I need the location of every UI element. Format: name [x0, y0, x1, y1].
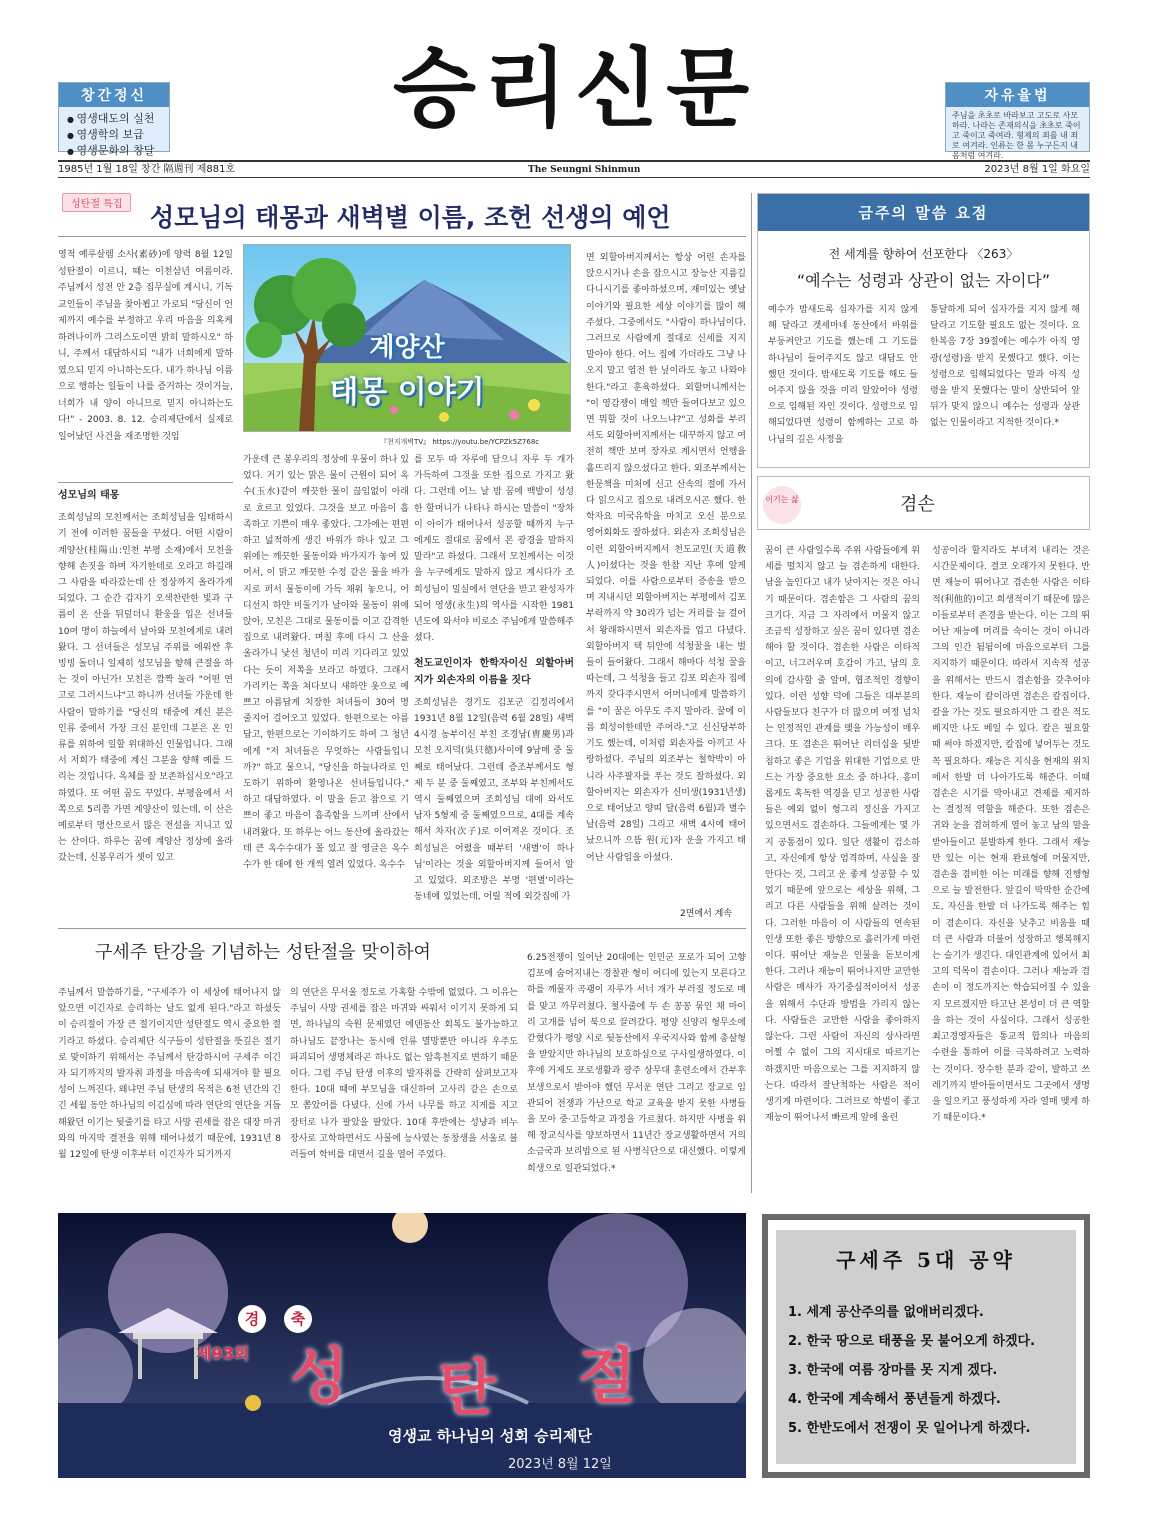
- christmas-column-2: [290, 985, 518, 1185]
- sermon-panel: [757, 193, 1090, 468]
- christmas-headline: 구세주 탄강을 기념하는 성탄절을 맞이하여: [95, 942, 431, 963]
- column-text: 조희성님은 경기도 김포군 김정리에서 1931년 8월 12일(음력 6월 28일) 새벽 4시경 농부이신 부친 조경남(曺慶男)과 모친 오지덕(吳只德)사이에 9남매 중 둘째로 태어났다. 그런데 증조부께서도 형제 두 분 중 둘째였고, 조부와 부친께서도 역시 둘째였으며 조희성님 대에 와서도 남자 5형제 중 둘째였으므로, 4대를 계속해서 차자(次子)로 이어져온 것이다. 조희성님은 어렸을 때부터 '새별'이 하나님'이라는 것을 외할아버지께 들어서 알고 있었다. 외조방은 부명 '편별'이라는 동네에 있었는데, 어릴 적에 외갓집에 가: [414, 697, 574, 903]
- column-text: 통달하게 되어 십자가를 지지 않게 해 달라고 기도할 필요도 없는 것이다. 요한복음 7장 39절에는 예수가 아직 영광(성령)을 받지 못했다고 했다. 이는 성령으로 임해되었다는 말과 아직 성령을 받지 못했다는 말이 상반되어 앞뒤가 맞지 않으니 예수는 성령과 상관없는 인물이라고 지적한 것이다.*: [930, 305, 1080, 429]
- feature-column-1: [58, 488, 233, 920]
- feature-tag: 성탄절 특집: [62, 193, 131, 212]
- illustration-caption: 『천지개벽TV』 https://youtu.be/YCPZk5Z768c: [380, 438, 540, 446]
- list-item: 5. 한반도에서 전쟁이 못 일어나게 하겠다.: [788, 1421, 1031, 1436]
- celebration-number: 제93회: [196, 1344, 250, 1363]
- column-text: 성공이라 할지라도 부녀져 내리는 것은 시간문제이다. 결코 오래가지 못한다. 반면 재능이 뛰어나고 겸손한 사람은 이타적(利他的)이고 희생적이기 때문에 많은 이들로부터 존경을 받는다. 이는 그의 뛰어난 재능에 머리를 숙이는 것이 아니라 그의 인간 됨됨이에 마음으로부터 그를 지지하기 때문이다. 따라서 지속적 성공을 위해서는 반드시 겸손함을 갖추어야 한다. 재능이 칼이라면 겸손은 칼집이다. 칼을 가는 것도 필요하지만 그 칼은 적도 베지만 나도 베일 수 있다. 칼은 필요할 때 써야 하겠지만, 칼집에 넣어두는 것도 꼭 필요하다. 재능은 지식을 현재의 위치에서 한발 더 나아가도록 해준다. 이때 겸손은 시기를 막아내고 견제를 제거하는 결정적 역할을 해준다. 또한 겸손은 귀와 눈을 겸허하게 열어 놓고 남의 말을 받아들이고 분발하게 한다. 그래서 재능만 있는 이는 현재 완료형에 머물지만, 겸손을 겸비한 이는 미래를 향해 진행형으로 늘 발전한다. 앞길이 막막한 순간에도, 자신을 한발 더 나가도록 해주는 힘이 겸손이다. 자신을 낮추고 비움을 때 더 큰 사람과 더불어 성장하고 행복해지는 슬기가 생긴다. 대인관계에 있어서 최고의 덕목이 겸손이다. 그러나 재능과 겸손이 이 정도까지는 학습되어질 수 있을지 모르겠지만 타고난 본성이 더 큰 역할을 하는 것이 사실이다. 그래서 성공한 최고경영자들은 통교적 합의나 마음의 수련을 통하여 이를 극복하려고 노력하는 것이다. 장수한 분과 같이, 발하고 쓰레기까지 받아들이면서도 그곳에서 생명을 일으키고 풍성하게 자라 열매 맺게 하기 때문이다.*: [932, 546, 1090, 1124]
- illustration: [243, 244, 571, 432]
- illustration-title-2: 태몽 이야기: [329, 375, 485, 410]
- founding-spirit-list: [59, 107, 169, 163]
- divider: [58, 482, 233, 483]
- founding-spirit-box: [58, 82, 170, 157]
- column-text: 가운데 큰 봉우리의 정상에 우물이 하나 있었다. 거기 있는 맑은 물이 근원이 되어 옥수(玉水)같이 깨끗한 물이 끊임없이 아래로 흐르고 있었다. 그것을 보고 마음이 흡족하고 기쁜이 매우 좋았다. 그가에는 편편하고 넓적하게 생긴 바위가 하나 있고 그 위에는 깨끗한 물동이와 바가지가 놓여 있어서, 이 맑고 깨끗한 수정 같은 물을 바가지로 퍼서 물동이에 가득 채워 놓으니, 어디선지 하얀 비둘기가 날아와 물동이 위에 앉아, 모친은 그대로 물동이를 이고 감격한 집으로 내려왔다. 며칠 후에 다시 그 산을 올라가니 낯선 청년이 미리 기다리고 있었다는 듯이 저쪽을 보라고 하였다. 그래서 가리키는 쪽을 쳐다보니 새하얀 옷으로 예쁘고 아름답게 치장한 처녀들이 30여 명 줄지어 걸어오고 있었다. 한편으로는 아름답고, 한편으로는 기이하기도 하여 그 청년에게 "저 처녀들은 무엇하는 사람들입니까?" 하고 물으니, "당신을 하늘나라로 인도하기 위하여 환영나온 선녀들입니다." 하고 대답하였다. 이 말을 듣고 참으로 기쁘이 좋고 마음이 흡족함을 느끼며 산에서 내려왔다. 또 하루는 어느 동산에 올라갔는데 큰 옥수수대가 몰 있고 잘 영글은 옥수수가 한 대에 한 개씩 열려 있었다. 옥수수: [243, 455, 409, 871]
- list-item: 3. 한국에 여름 장마를 못 지게 겠다.: [788, 1363, 998, 1378]
- feature-column-3: [414, 452, 574, 922]
- christmas-column-3: [527, 950, 746, 1185]
- pledge-inner: [776, 1230, 1076, 1464]
- column-right: [932, 543, 1090, 1183]
- sermon-title: “예수는 성령과 상관이 없는 자이다”: [796, 271, 1051, 290]
- subheading: 성모님의 태몽: [58, 490, 120, 501]
- column-text: 꿈이 큰 사람일수록 주위 사람들에게 위세를 떨치지 않고 늘 겸손하게 대한다. 남을 높인다고 내가 낮아지는 것은 아니기 때문이다. 겸손함은 그 사람의 꿈의 크기다. 지금 그 자리에서 머물지 않고 조금씩 성장하고 싶은 꿈이 있다면 겸손해야 할 것이다. 겸손한 사람은 이타적이고, 너그러우며 호감이 가고, 남의 호의에 감사할 줄 알며, 협조적인 경향이 있다. 이런 성향 덕에 그들은 대부분의 사람들보다 친구가 더 많으며 여정 넘치는 인정적인 관계를 맺을 가능성이 매우 크다. 또 겸손은 뛰어난 리더십을 뒷받침하고 좋은 기업을 위대한 기업으로 만드는 가장 중요한 요소 중 하나다. 흥미롭게도 혹독한 역경을 딛고 성공한 사람들은 예외 없이 헝그리 정신을 가지고 있으면서도 겸손하다. 그들에게는 몇 가지 공통점이 있다. 일단 생활이 검소하고, 자신에게 항상 엄격하며, 사실을 잘 안다는 것, 그리고 운 좋게 성공할 수 있었기 때문에 앞으로는 세상을 위해, 그리고 다른 사람들을 위해 살려는 것이다. 그러한 마음이 이 사람들의 연속된 인생 또한 좋은 방향으로 흘러가게 마련이다. 뛰어난 재능은 인물을 돋보이게 한다. 그러나 재능이 뛰어나지만 교만한 사람은 매사가 자기중심적이어서 성공을 위해서 수단과 방법을 가리지 않는다. 사람들은 교만한 사람을 좋아하지 않는다. 그런 사람이 자신의 상사라면 어쩔 수 없이 그의 지시대로 따르기는 하겠지만 마음으로는 그를 지지하지 않는다. 따라서 잘난척하는 사람은 적이 생기게 마련이다. 그러므로 학벌이 좋고 재능이 뛰어나서 빠르게 앞에 올린: [765, 546, 920, 1124]
- english-title: The Seungni Shinmun: [528, 165, 641, 175]
- column-text: 예수가 밤새도록 십자가를 지지 않게 해 달라고 겟세마네 동산에서 바위를 부둥켜안고 기도를 했는데 그 기도를 하나님이 들어주지도 않고 대답도 안 했던 것이다. 밤새도록 기도를 해도 들어주지 않을 것을 미리 알았어야 성령으로 임해된 자인 것이다. 성령으로 임해되었다면 성령이 함께하는 고로 하나님의 깊은 사정을: [768, 305, 918, 445]
- sermon-header: 금주의 말씀 요점: [758, 194, 1089, 231]
- sermon-subtitle: 전 세계를 향하여 선포한다 〈263〉: [828, 247, 1019, 261]
- christmas-column-1: [58, 985, 281, 1185]
- feature-column-4: [586, 250, 746, 904]
- banner-title-2: 탄: [438, 1354, 496, 1424]
- list-item: 4. 한국에 계속해서 풍년들게 하겠다.: [788, 1392, 1001, 1407]
- pledge-title: 구세주 5대 공약: [836, 1248, 1016, 1272]
- column-text: 를 모두 따 자루에 담으니 자루 두 개가 가득하여 그것을 또한 집으로 가지고 왔다. 그런데 어느 날 밤 꿈에 백발이 성성한 할머니가 나타나 하시는 말씀이 "장차 이 아이가 태어나서 성공할 때까지 누구에게도 절대로 꿈에서 본 광경을 말하지 말라"고 하셨다. 그래서 모친께서는 이것을 누구에게도 말하지 않고 계시다가 조희성님이 밀실에서 연단을 받고 완성자가 되어 영생(永生)의 역사를 시작한 1981년도에 와서야 비로소 주님에게 말씀해주셨다.: [414, 455, 574, 644]
- sermon-right-column: [930, 302, 1080, 462]
- five-pledges-box: [762, 1214, 1090, 1478]
- freedom-law-text: 주님을 초초로 바라보고 고도로 사모하라. 나라는 존재의식을 초초로 죽이고 죽이고 죽여라. 형제의 죄를 내 죄로 여겨라. 인류는 한 몸 누구든지 내몸처럼 여겨라.: [952, 111, 1081, 160]
- feature-intro: [58, 247, 233, 475]
- list-item: 1. 세계 공산주의를 없애버리겠다.: [788, 1305, 984, 1320]
- intro-text: 영적 예루살렘 소사(素砂)에 양력 8월 12일 성탄절이 이르니, 때는 이천삼년 여름이라. 주님께서 성전 안 2층 집무실에 계시니, 기독교인들이 주님을 찾아뵙고 가로되 "당신이 언제까지 예수를 부정하고 우리 마음을 의혹케 하려나이까 그리스도이면 밝히 말하시오" 하니, 주께서 대답하시되 "내가 너희에게 말하였으되 믿지 아니하는도다. 내가 하나님 이름으로 행하는 일들이 나를 증거하는 것이거늘, 너희가 내 양이 아니므로 믿지 아니하는도다!" - 2003. 8. 12. 승리제단에서 실제로 일어났던 사건을 재조명한 것임: [58, 250, 233, 442]
- column-text: 의 연단은 무서울 정도로 가혹할 수밖에 없었다. 그 이유는 주님이 사망 권세를 잡은 마귀와 싸워서 이기지 못하게 되면, 하나님의 숙원 문제였던 에덴동산 회복도 불가능하고 하나님도 끝장나는 동시에 인류 멸망뿐만 아니라 우주도 파괴되어 생명체라곤 하나도 없는 암흑천지로 변하기 때문이다. 그럼 주님 탄생 이후의 발자취를 간략히 살펴보고자 한다. 10대 때에 부모님을 대신하여 고사리 같은 손으로 모 쫌았어를 다녔다. 신에 가서 나무를 하고 지게를 지고 장터로 나가 팔았을 팔았다. 10대 후반에는 성냥과 비누 장사로 고학하면서도 사물에 능사였는 동창생을 서울로 불러들여 학비를 대면서 길을 열어 주었다.: [290, 988, 518, 1161]
- column-text: 6.25전쟁이 일어난 20대에는 인민군 포로가 되어 고향 김포에 숨어지내는 경찰관 형이 어디에 있는지 모른다고 하를 깨물자 곡괭이 자루가 서너 개가 부러질 정도로 매를 맞고 까무러쳤다. 철사줄에 두 손 꽁꽁 묶인 채 마이리 고개를 넘어 북으로 끌려갔다. 평양 신양리 형무소에 갇혔다가 평양 시로 뒷동산에서 우국지사와 함께 총살형을 받았지만 하나님의 보호하심으로 구사일생하였다. 이후에 거제도 포로생활과 광주 상무대 훈련소에서 간부후보생으로서 받아야 했던 무서운 연단 그리고 장교로 임관되어 전쟁과 가난으로 학교 교육을 받지 못한 사병들을 모아 중·고등학교 과정을 가르쳤다. 하지만 사병을 위해 장교식사를 양보하면서 11년간 장교생활하면서 거의 소금국과 보리밥으로 된 사병식단으로 대신했다. 이렇게 희생으로 일관되었다.*: [527, 953, 746, 1174]
- list-item: ● 영생문화의 창달: [67, 143, 161, 159]
- christmas-banner: [58, 1213, 746, 1478]
- banner-date: 2023년 8월 12일: [508, 1457, 612, 1472]
- banner-title-3: 절: [578, 1342, 636, 1412]
- kyung-char: 경: [238, 1305, 266, 1333]
- church-name: 영생교 하나님의 성회 승리제단: [388, 1427, 593, 1445]
- column-left: [765, 543, 920, 1183]
- illustration-title-1: 계양산: [369, 333, 445, 363]
- dateline-bar: [58, 160, 1090, 178]
- column-title: 겸손: [900, 494, 935, 515]
- divider: [751, 193, 752, 1193]
- divider: [58, 928, 746, 929]
- issue-date: 2023년 8월 1일 화요일: [984, 164, 1090, 175]
- list-item: ● 영생학의 보급: [67, 127, 161, 143]
- subheading: 천도교인이자 한학자이신 외할아버지가 외손자의 이름을 짓다: [414, 658, 574, 686]
- sermon-left-column: [768, 302, 918, 462]
- newspaper-title: 승리신문: [392, 39, 758, 139]
- column-badge: 이기는 삶: [763, 486, 801, 524]
- column-text: 조희성님의 모친께서는 조희성님을 임태하시기 전에 이러한 꿈들을 꾸셨다. 어떤 시람이 계양산(桂陽山:인천 부평 소재)에서 모친을 향해 손짓을 하며 자기한테로 오라고 하길래 그 사람을 따라갔는데 산 정상까지 올라가게 되었다. 그 순간 갑자기 오색찬란한 빛과 구름이 온 산을 뒤덮더니 환웅을 입은 선녀들 10여 명이 하늘에서 날아와 모친에게로 내려왔다. 그 선녀들은 성모님 주위를 에워싼 후 빙빙 돌더니 일제히 성모님을 향해 큰절을 하는 것이 아닌가! 모친은 깜짝 놀라 "어떤 연고로 그러시느냐"고 하니까 선녀들 가운데 한 사람이 말하기를 "당신의 태중에 계신 분은 인류 중에서 가장 크신 분인데 그분은 온 인류를 위하여 일할 위대하신 인물입니다. 그래서 저희가 태중에 계신 그분을 향해 예를 드리는 것입니다. 옥체를 잘 보존하십시오"라고 하였다. 또 어떤 꿈도 꾸었다. 부평읍에서 서쪽으로 5리쯤 가면 계양산이 있는데, 이 산은 예로부터 명산으로서 많은 전설을 지니고 있는 산이다. 하루는 꿈에 계양산 정상에 올라갔는데, 신봉우리가 셋이 있고: [58, 513, 233, 864]
- freedom-law-box: [945, 82, 1090, 160]
- list-item: 2. 한국 땅으로 태풍을 못 불어오게 하겠다.: [788, 1334, 1036, 1349]
- founded-info: 1985년 1월 18일 창간 隔週刊 제881호: [58, 164, 236, 175]
- divider: [58, 236, 746, 237]
- feature-headline: 성모님의 태몽과 새벽별 이름, 조헌 선생의 예언: [150, 203, 671, 232]
- column-text: 주님께서 말씀하기를, "구세주가 이 세상에 태어나지 않았으면 이긴자로 승리하는 날도 없게 된다."라고 하셨듯이 승리절이 가장 큰 절기이지만 성탄절도 역시 중요한 절기라고 하셨다. 승리제단 식구들이 성탄절을 뜻깊은 절기로 맞이하기 위해서는 주님께서 탄강하시어 구세주 이긴자 되기까지의 발자취 과정을 마음속에 되새겨야 할 필요성이 느껴진다. 왜냐면 주님 탄생의 목적은 6천 년간의 긴긴 세월 동안 하나님의 이김심에 따라 연단의 연단을 거듭해왔던 이기는 뒷줄기를 타고 사망 권세를 잡은 대장 마귀와의 마지막 결전을 위해 태어나셨기 때문에, 1931년 8월 12일에 탄생 이후부터 이긴자가 되기까지: [58, 988, 281, 1161]
- list-item: ● 영생대도의 실천: [67, 111, 161, 127]
- pledge-list: [788, 1298, 1070, 1443]
- column-text: 면 외할아버지께서는 항상 어린 손자를 앉으시거나 손을 잡으시고 장능산 지름길 다니시기를 좋아하셨으며, 재미있는 옛날이야기와 필요한 세상 이야기를 많이 해 주셨다. 그중에서도 "사람이 하나님이다. 그러므로 사람에게 절대로 신세를 지지 말아야 한다. 어느 집에 가더라도 그냥 나오지 말고 염전 한 닢이라도 놓고 나와야 한다."라고 훈육하셨다. 외할머니께서는 "이 영감쟁이 매일 책만 들여다보고 있으면 뭐할 것이 나오느냐?"고 성화를 부리셔도 외할아버지께서는 대꾸하지 않고 여전히 책만 보며 장자로 계시면서 언행을 흩뜨리지 않으셨다고 한다. 외조부께서는 한문책을 미처에 신고 산속의 절에 가서 다 읽으시고 집으로 내려오시곤 했다. 한학자요 미국유학을 마치고 오신 분으로 영어회화도 잘하셨다. 외손자 조희성님은 이런 외할아버지께서 천도교인(天道敎人)이셨다는 것을 한참 지난 후에 알게 되었다. 이를 사람으로부터 증송을 받으며 지내시던 외할아버지는 부평에서 김포 부락까지 약 30리가 넘는 거리를 늘 걸어서 왕래하시면서 외손자를 업고 다녔다. 외할아버지 택 뒤안에 석청꿀을 내는 벌들이 들어왔다. 그래서 해마다 석청 꿀을 따는데, 그 석청을 들고 김포 외손자 집에까지 갖다주시면서 어머니에게 말씀하기를 "이 꿀은 아무도 주지 말아라. 꿀에 이름 희성이한테만 주어라."고 신신당부하기도 했는데, 이처럼 외손자를 아끼고 사랑하셨다. 주님의 외조부는 철학박이 아니라 사주팔자를 푸는 것도 잘하셨다. 외할아버지는 외손자가 신미생(1931년생)으로 태어났고 양띠 달(음력 6월)과 별수 날(음력 28일) 그리고 새벽 4시에 태어났으니까 으뜸 원(元)자 운을 가지고 태어난 사람임을 아셨다.: [586, 253, 746, 863]
- freedom-law-heading: 자유율법: [946, 83, 1089, 107]
- continued-note: 2면에서 계속: [680, 909, 733, 919]
- chuk-char: 축: [284, 1305, 312, 1333]
- banner-title-1: 성: [290, 1342, 348, 1412]
- feature-column-2: [243, 452, 409, 922]
- founding-spirit-heading: 창간정신: [59, 83, 169, 107]
